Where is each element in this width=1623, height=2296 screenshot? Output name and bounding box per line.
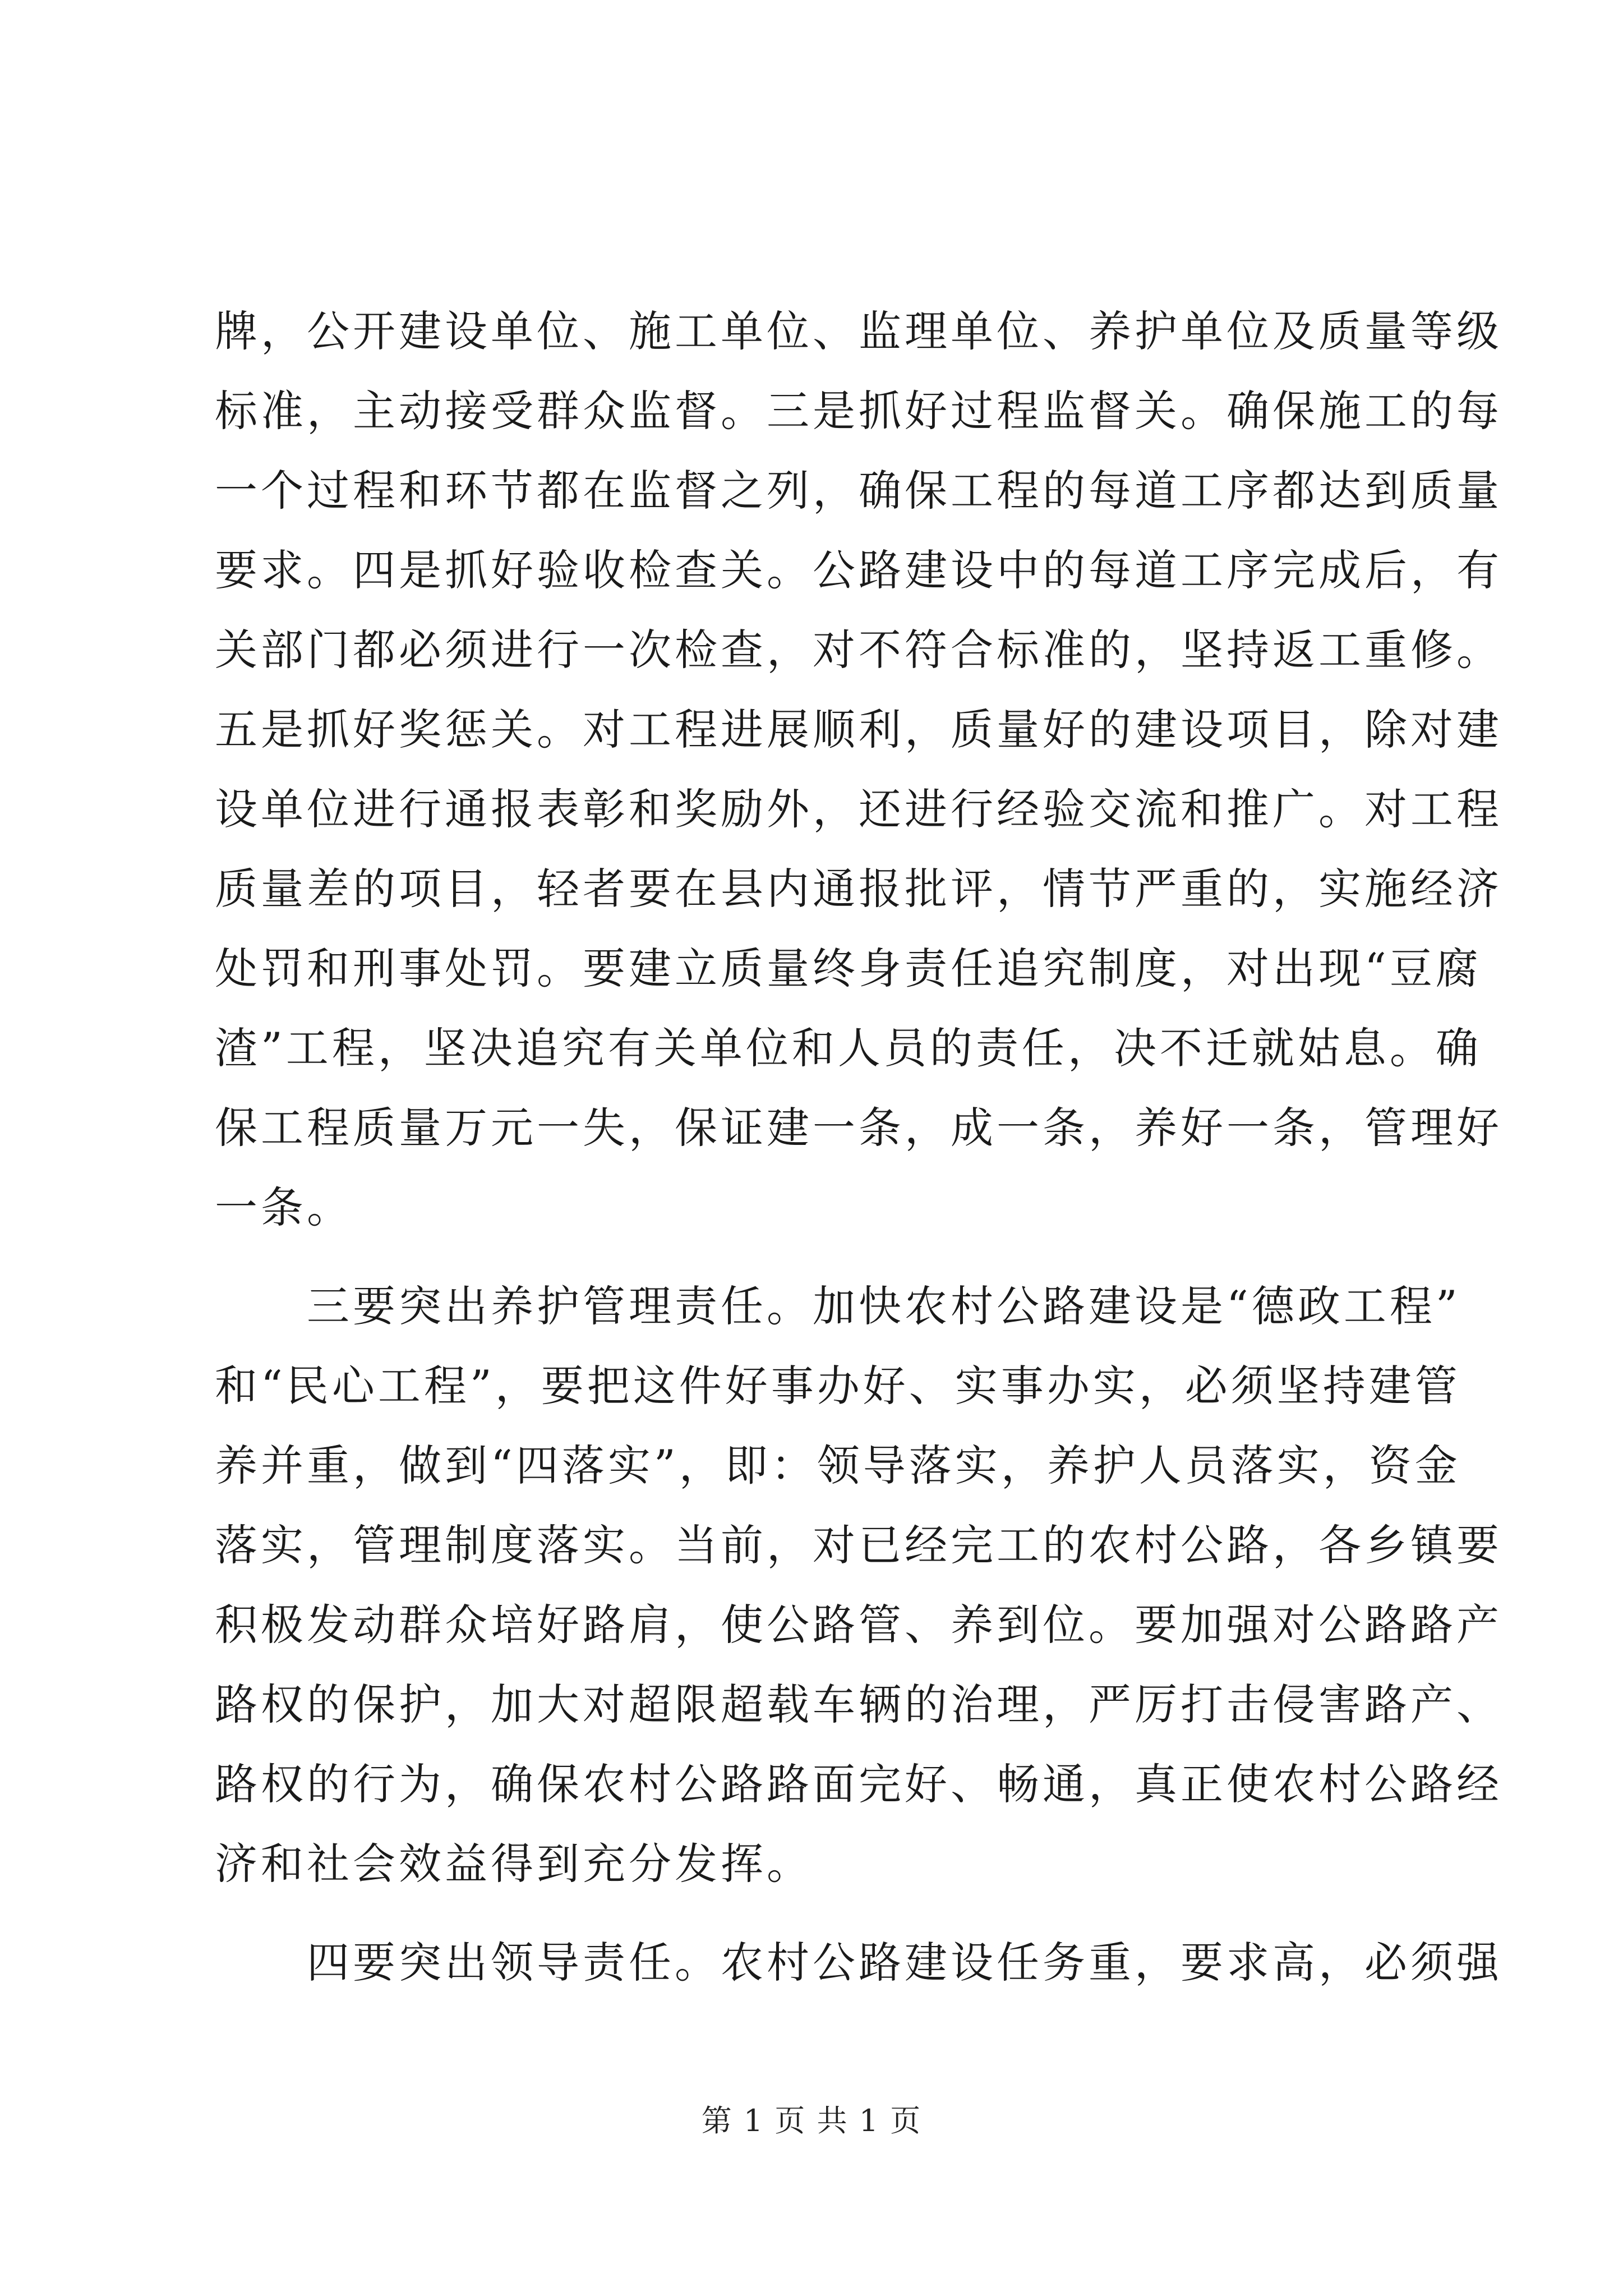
text-line: 五是抓好奖惩关。对工程进展顺利，质量好的建设项目，除对建 bbox=[215, 705, 1502, 754]
text-line: 保工程质量万元一失，保证建一条，成一条，养好一条，管理好 bbox=[215, 1103, 1502, 1153]
text-line: 一个过程和环节都在监督之列，确保工程的每道工序都达到质量 bbox=[215, 466, 1502, 516]
text-line: 牌，公开建设单位、施工单位、监理单位、养护单位及质量等级 bbox=[215, 306, 1502, 356]
text-line: 处罚和刑事处罚。要建立质量终身责任追究制度，对出现“豆腐 bbox=[215, 944, 1482, 993]
paragraph-gap bbox=[215, 1904, 1409, 1923]
text-line: 路权的行为，确保农村公路路面完好、畅通，真正使农村公路经 bbox=[215, 1759, 1502, 1809]
text-line: 关部门都必须进行一次检查，对不符合标准的，坚持返工重修。 bbox=[215, 625, 1502, 675]
text-line: 一条。 bbox=[215, 1182, 353, 1232]
text-line: 养并重，做到“四落实”，即：领导落实，养护人员落实，资金 bbox=[215, 1441, 1461, 1490]
text-line: 设单位进行通报表彰和奖励外，还进行经验交流和推广。对工程 bbox=[215, 784, 1502, 834]
page-footer: 第 1 页 共 1 页 bbox=[701, 2103, 922, 2138]
text-line: 积极发动群众培好路肩，使公路管、养到位。要加强对公路路产 bbox=[215, 1600, 1502, 1650]
text-line: 路权的保护，加大对超限超载车辆的治理，严厉打击侵害路产、 bbox=[215, 1680, 1502, 1729]
text-line: 三要突出养护管理责任。加快农村公路建设是“德政工程” bbox=[215, 1281, 1461, 1331]
text-line: 落实，管理制度落实。当前，对已经完工的农村公路，各乡镇要 bbox=[215, 1520, 1502, 1570]
paragraph-gap bbox=[215, 1248, 1409, 1267]
text-line: 四要突出领导责任。农村公路建设任务重，要求高，必须强 bbox=[215, 1938, 1502, 1987]
text-line: 质量差的项目，轻者要在县内通报批评，情节严重的，实施经济 bbox=[215, 864, 1502, 914]
text-line: 和“民心工程”，要把这件好事办好、实事办实，必须坚持建管 bbox=[215, 1361, 1461, 1411]
text-line: 济和社会效益得到充分发挥。 bbox=[215, 1839, 813, 1889]
body-text bbox=[215, 292, 1502, 2003]
text-line: 要求。四是抓好验收检查关。公路建设中的每道工序完成后，有 bbox=[215, 545, 1502, 595]
text-line: 标准，主动接受群众监督。三是抓好过程监督关。确保施工的每 bbox=[215, 386, 1502, 436]
text-line: 渣”工程，坚决追究有关单位和人员的责任，决不迁就姑息。确 bbox=[215, 1023, 1482, 1073]
